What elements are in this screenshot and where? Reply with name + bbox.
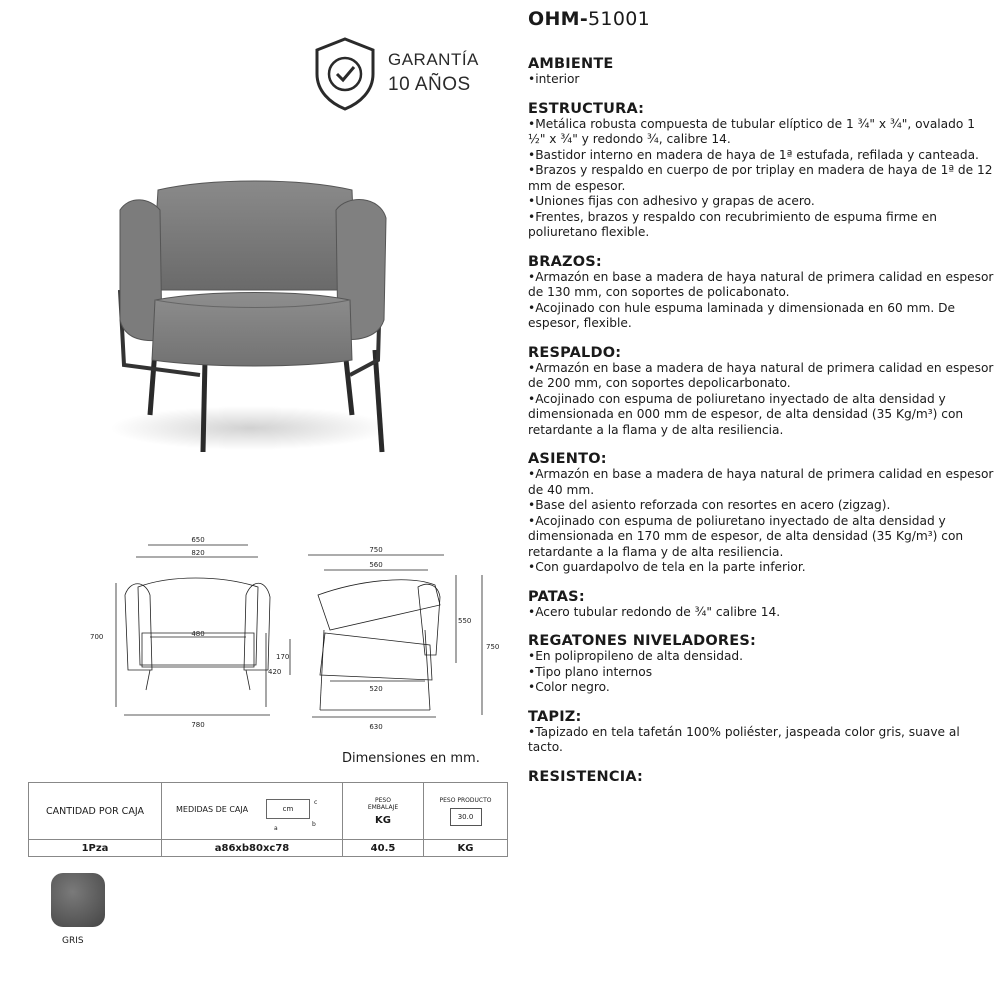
section-line: •Acojinado con espuma de poliuretano inyectado de alta densidad y dimensionada en 170 mm de espesor, de alta densidad (35 Kg/m³) con retardante a la flama y de alta resiliencia. — [528, 513, 964, 559]
weight-icon-value: 30.0 — [457, 812, 474, 821]
header-weight-product-label: PESO PRODUCTO — [439, 796, 492, 804]
section-line: •En polipropileno de alta densidad. — [528, 649, 744, 663]
section-line: •Acero tubular redondo de ¾" calibre 14. — [528, 604, 781, 619]
dim-front-top-outer: 650 — [191, 536, 205, 544]
section-line: •Bastidor interno en madera de haya de 1ª estufada, refilada y canteada. — [528, 147, 979, 162]
section-title: PATAS: — [528, 588, 585, 605]
dim-side-total: 750 — [486, 643, 500, 651]
spec-section — [528, 101, 994, 241]
model-number: 51001 — [588, 8, 650, 30]
section-line: •Armazón en base a madera de haya natural de primera calidad en espesor de 130 mm, con soportes de policabonato. — [528, 269, 994, 299]
dim-side-depth: 750 — [369, 546, 383, 554]
spec-section — [528, 769, 994, 785]
spec-section — [528, 345, 994, 439]
section-line: •Armazón en base a madera de haya natural de primera calidad en espesor de 200 mm, con soportes depolicarbonato. — [528, 360, 994, 390]
model-prefix: OHM- — [528, 8, 589, 30]
dim-side-top: 560 — [369, 561, 383, 569]
section-line: •Frentes, brazos y respaldo con recubrimiento de espuma firme en poliuretano flexible. — [528, 209, 937, 239]
section-line: •Brazos y respaldo en cuerpo de por triplay en madera de haya de 1ª de 12 mm de espesor. — [528, 163, 993, 193]
value-qty: 1Pza — [29, 840, 162, 857]
spec-section — [528, 254, 994, 332]
box-a: a — [274, 825, 278, 832]
section-line: •Uniones fijas con adhesivo y grapas de acero. — [528, 194, 815, 208]
section-title: RESISTENCIA: — [528, 768, 644, 785]
section-title: AMBIENTE — [528, 56, 614, 72]
header-box-label: MEDIDAS DE CAJA — [176, 805, 249, 814]
section-title: TAPIZ: — [528, 708, 582, 725]
model-title — [528, 8, 994, 30]
header-box — [162, 783, 343, 840]
spec-sections — [528, 56, 994, 785]
dimensions-caption: Dimensiones en mm. — [342, 751, 480, 766]
header-weight-pack-label: PESO EMBALAJE — [367, 796, 399, 811]
spec-column — [528, 8, 994, 992]
spec-section — [528, 451, 994, 576]
warranty-badge — [312, 36, 492, 112]
box-icon — [266, 799, 310, 819]
value-box: a86xb80xc78 — [162, 840, 343, 857]
box-b: b — [312, 821, 316, 828]
dimension-drawings — [80, 515, 510, 740]
spec-section — [528, 56, 994, 88]
dim-side-back: 550 — [458, 617, 472, 625]
warranty-line1: GARANTÍA — [388, 50, 479, 69]
section-line: •Color negro. — [528, 680, 610, 694]
dim-front-height: 700 — [90, 633, 104, 641]
dim-front-seat-height: 420 — [268, 668, 282, 676]
section-line: •Metálica robusta compuesta de tubular elíptico de 1 ¾" x ¾", ovalado 1 ½" x ¾" y redondo ¾, calibre 14. — [528, 116, 975, 146]
dim-side-cushion: 170 — [276, 653, 290, 661]
packaging-table — [28, 782, 508, 857]
spec-section — [528, 589, 994, 621]
armchair-image — [100, 170, 400, 460]
dim-side-base: 630 — [369, 723, 383, 731]
section-line: •interior — [528, 72, 580, 86]
section-line: •Acojinado con hule espuma laminada y dimensionada en 60 mm. De espesor, flexible. — [528, 300, 955, 330]
section-line: •Acojinado con espuma de poliuretano inyectado de alta densidad y dimensionada en 000 mm de espesor, de alta densidad (35 Kg/m³) con retardante a la flama y de alta resiliencia. — [528, 391, 964, 437]
section-title: ASIENTO: — [528, 451, 607, 467]
section-title: ESTRUCTURA: — [528, 100, 645, 117]
header-qty: CANTIDAD POR CAJA — [29, 783, 162, 840]
header-weight-product — [424, 783, 508, 840]
section-line: •Con guardapolvo de tela en la parte inferior. — [528, 560, 806, 574]
shield-check-icon — [312, 36, 378, 112]
swatch-label: GRIS — [62, 936, 84, 946]
dim-side-seat-depth: 520 — [369, 685, 383, 693]
section-title: REGATONES NIVELADORES: — [528, 633, 757, 649]
header-weight-pack — [343, 783, 424, 840]
section-line: •Tipo plano internos — [528, 664, 653, 679]
value-weight-pack: 40.5 — [343, 840, 424, 857]
spec-section — [528, 633, 994, 696]
spec-section — [528, 709, 994, 756]
dim-front-seat-width: 480 — [191, 630, 205, 638]
section-line: •Base del asiento reforzada con resortes en acero (zigzag). — [528, 498, 891, 512]
header-weight-pack-unit: KG — [375, 814, 391, 826]
value-weight-product: KG — [424, 840, 508, 857]
color-swatch — [51, 873, 105, 927]
dim-front-top-inner: 820 — [191, 549, 205, 557]
dim-front-base: 780 — [191, 721, 205, 729]
box-unit: cm — [282, 805, 294, 813]
weight-icon — [450, 808, 482, 826]
section-line: •Armazón en base a madera de haya natural de primera calidad en espesor de 40 mm. — [528, 467, 994, 497]
warranty-line2: 10 AÑOS — [388, 74, 471, 95]
section-title: RESPALDO: — [528, 344, 622, 361]
box-c: c — [314, 799, 318, 806]
section-line: •Tapizado en tela tafetán 100% poliéster, jaspeada color gris, suave al tacto. — [528, 724, 960, 754]
section-title: BRAZOS: — [528, 253, 602, 270]
